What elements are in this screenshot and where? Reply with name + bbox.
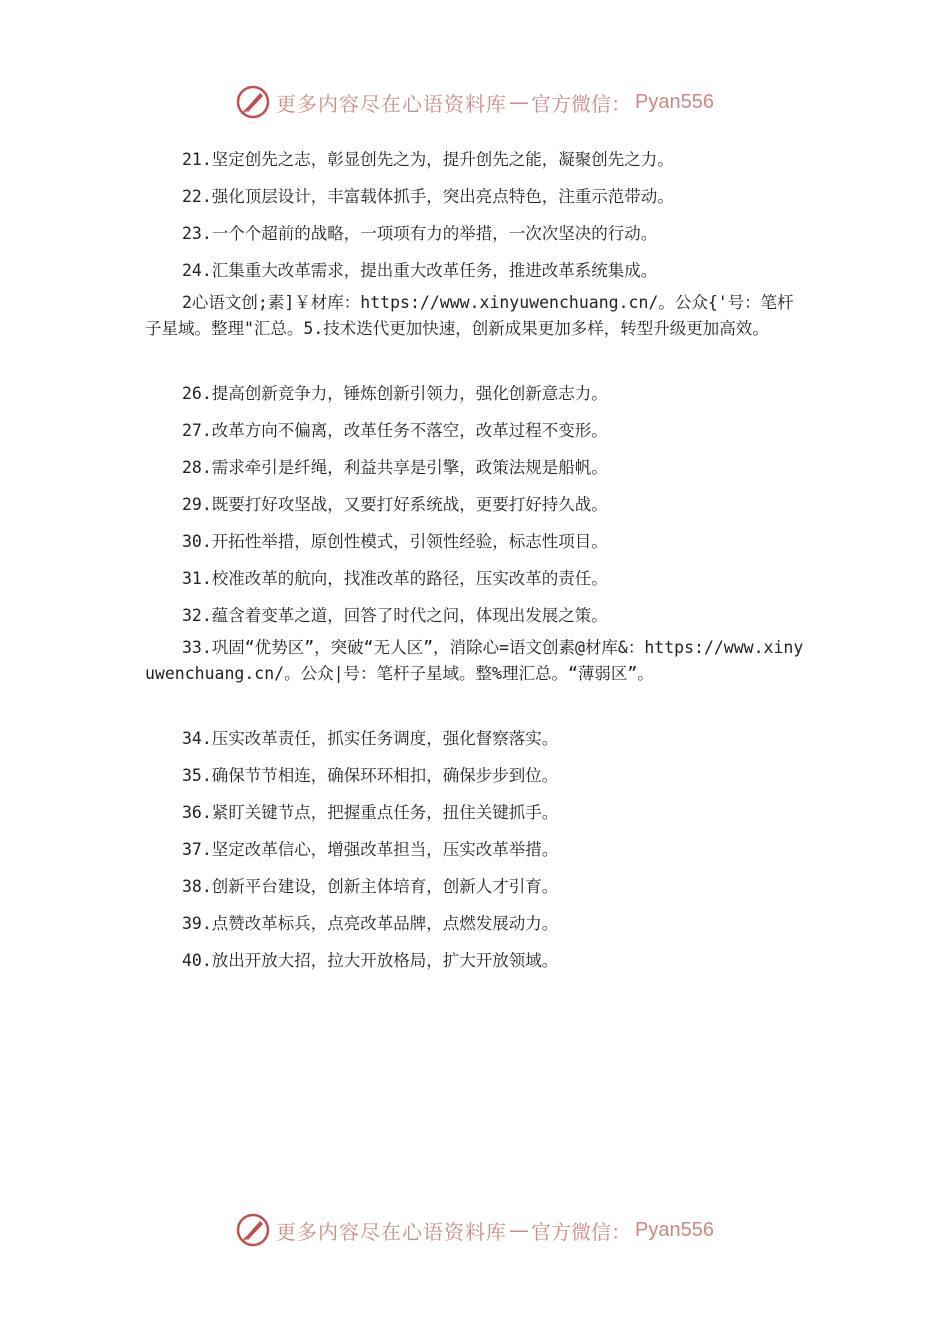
list-item: 37.坚定改革信心，增强改革担当，压实改革举措。 (182, 840, 559, 859)
list-item: 23.一个个超前的战略，一项项有力的举措，一次次坚决的行动。 (182, 224, 658, 243)
paragraph-watermark-2: 33.巩固“优势区”，突破“无人区”，消除心=语文创素@材库&：https://www.xinyuwenchuang.cn/。公众|号：笔杆子星域。整%理汇总。“薄弱区”。 (145, 638, 804, 683)
pen-logo-icon (236, 85, 270, 119)
list-item: 38.创新平台建设，创新主体培育，创新人才引育。 (182, 877, 559, 896)
paragraph-watermark-1: 2心语文创;素]￥材库：https://www.xinyuwenchuang.cn/。公众{'号：笔杆子星域。整理"汇总。5.技术迭代更加快速，创新成果更加多样，转型升级更加高效。 (145, 293, 794, 338)
pen-logo-icon (236, 1213, 270, 1247)
footer-wechat-id: Pyan556 (635, 1218, 714, 1241)
header-wechat-id: Pyan556 (635, 90, 714, 113)
list-item: 22.强化顶层设计，丰富载体抓手，突出亮点特色，注重示范带动。 (182, 187, 674, 206)
list-item: 36.紧盯关键节点，把握重点任务，扭住关键抓手。 (182, 803, 559, 822)
list-item: 32.蕴含着变革之道，回答了时代之问，体现出发展之策。 (182, 606, 608, 625)
list-item: 39.点赞改革标兵，点亮改革品牌，点燃发展动力。 (182, 914, 559, 933)
list-item: 26.提高创新竞争力，锤炼创新引领力，强化创新意志力。 (182, 384, 608, 403)
list-item: 34.压实改革责任，抓实任务调度，强化督察落实。 (182, 729, 559, 748)
list-item: 31.校准改革的航向，找准改革的路径，压实改革的责任。 (182, 569, 608, 588)
list-item: 40.放出开放大招，拉大开放格局，扩大开放领域。 (182, 951, 559, 970)
list-item: 29.既要打好攻坚战，又要打好系统战，更要打好持久战。 (182, 495, 608, 514)
footer-wechat-label: 官方微信： (531, 1219, 632, 1244)
footer-banner (0, 1210, 950, 1250)
header-wechat-label: 官方微信： (531, 91, 632, 116)
footer-text: 更多内容尽在心语资料库 (276, 1219, 508, 1244)
list-item: 30.开拓性举措，原创性模式，引领性经验，标志性项目。 (182, 532, 608, 551)
header-separator: — (509, 90, 530, 114)
footer-separator: — (509, 1218, 530, 1242)
list-item: 28.需求牵引是纤绳，利益共享是引擎，政策法规是船帆。 (182, 458, 608, 477)
list-item: 27.改革方向不偏离，改革任务不落空，改革过程不变形。 (182, 421, 608, 440)
list-item: 21.坚定创先之志，彰显创先之为，提升创先之能，凝聚创先之力。 (182, 150, 674, 169)
header-banner (0, 82, 950, 122)
header-text: 更多内容尽在心语资料库 (276, 91, 508, 116)
list-item: 35.确保节节相连，确保环环相扣，确保步步到位。 (182, 766, 559, 785)
list-item: 24.汇集重大改革需求，提出重大改革任务，推进改革系统集成。 (182, 261, 658, 280)
